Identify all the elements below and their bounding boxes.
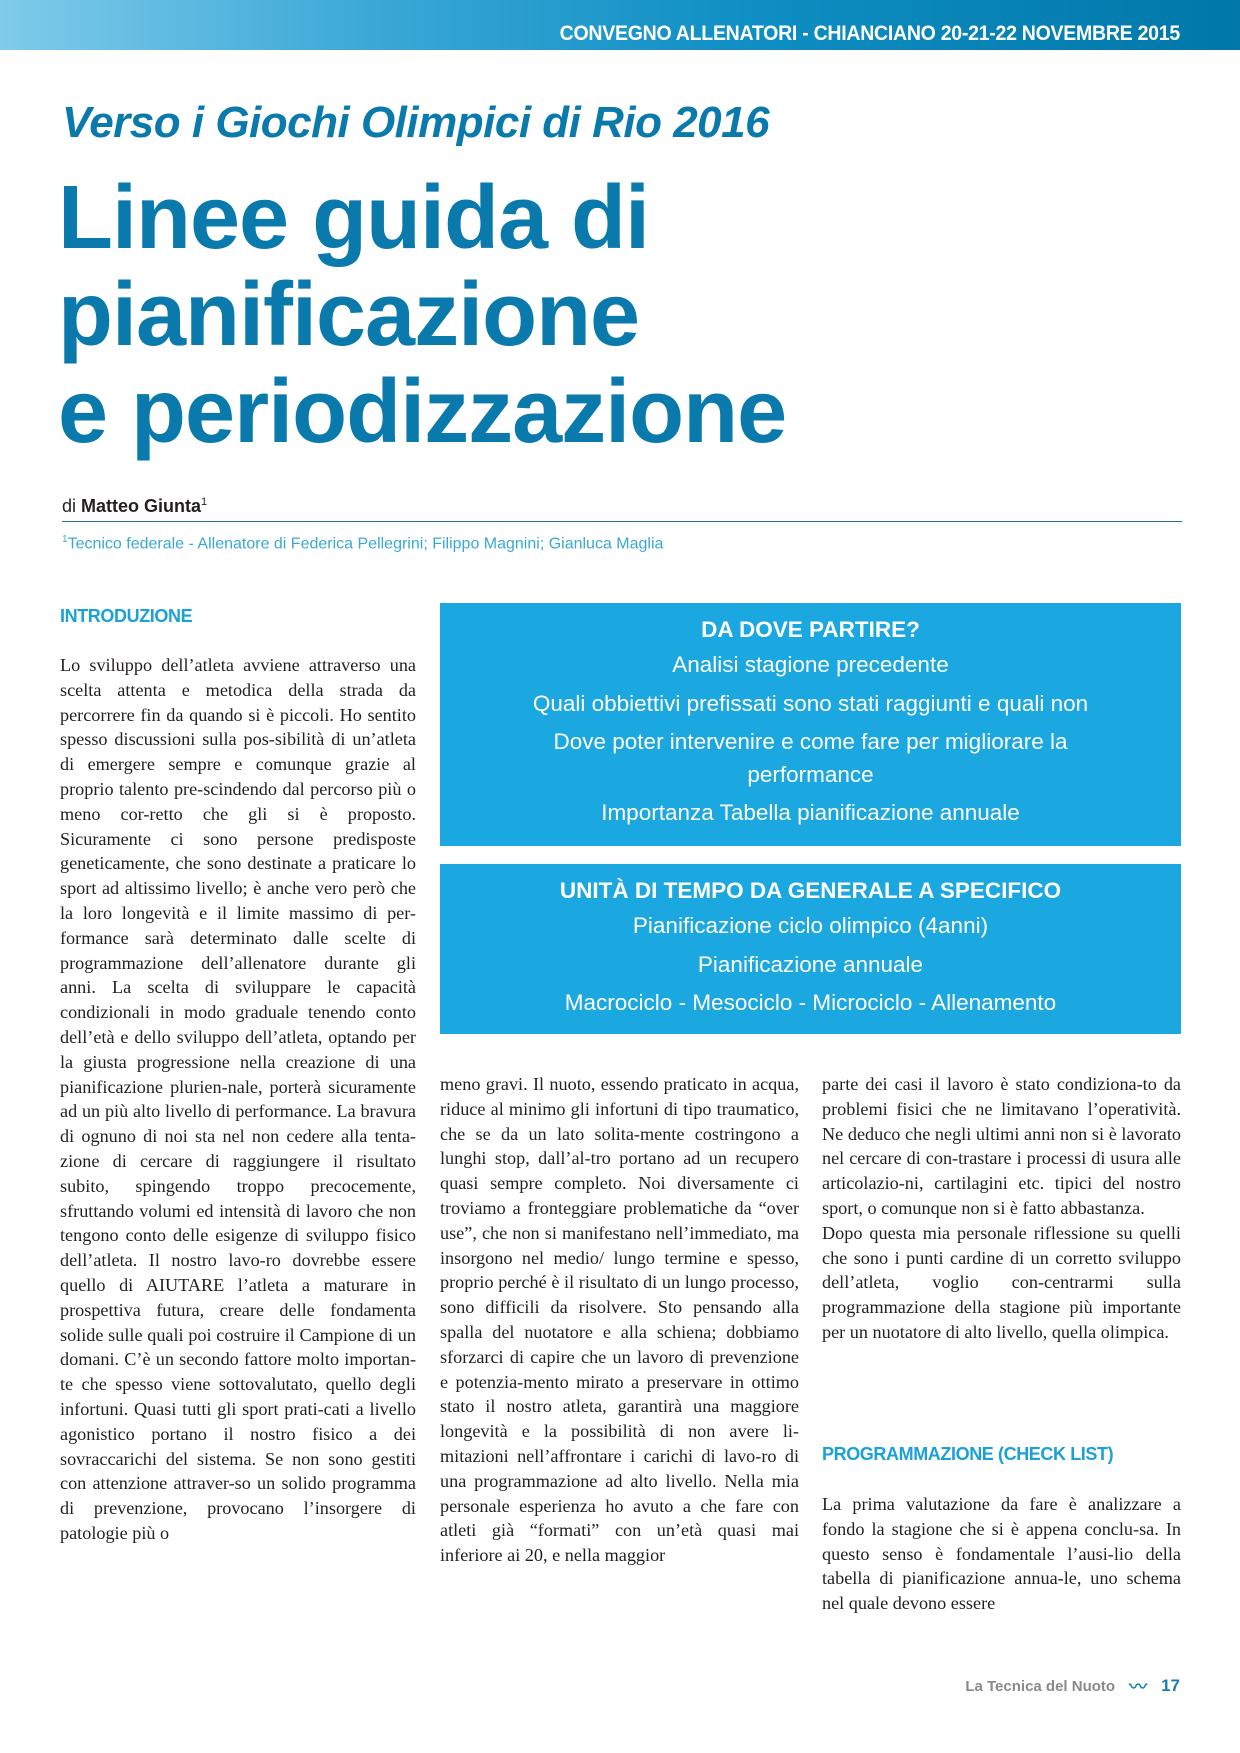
article-column-3-continued [822, 1492, 1181, 1616]
article-column-2 [440, 1072, 799, 1568]
paragraph: parte dei casi il lavoro è stato condiziona-to da problemi fisici che ne limitavano l’operatività. Ne deduco che negli ultimi anni non si è lavorato nel cercare di con-trastare i processi di usura alle articolazio-ni, cartilagini etc. tipici del nostro sport, o comunque non si è fatto abbastanza. [822, 1074, 1181, 1218]
author-name: Matteo Giunta [81, 496, 202, 516]
header-band [0, 0, 1240, 50]
callout-title: UNITÀ DI TEMPO DA GENERALE A SPECIFICO [559, 878, 1062, 903]
byline-prefix: di [62, 496, 77, 516]
callout-line: Pianificazione ciclo olimpico (4anni) [632, 913, 989, 938]
article-kicker: Verso i Giochi Olimpici di Rio 2016 [62, 98, 770, 147]
paragraph: Lo sviluppo dell’atleta avviene attraverso una scelta attenta e metodica della strada da percorrere fin da quando si è piccoli. Ho sentito spesso discussioni sulla pos-sibilità di un’atleta di emergere sempre e comunque grazie al proprio talento pre-scindendo dal percorso più o meno cor-retto che gli si è proposto. Sicuramente ci sono persone predisposte geneticamente, che sono destinate a praticare lo sport ad altissimo livello; è anche vero però che la loro longevità e il limite massimo di per-formance sarà determinato dalle scelte di programmazione dell’allenatore durante gli anni. La scelta di sviluppare le capacità condizionali in modo graduale tenendo conto dell’età e dello sviluppo dell’atleta, optando per la giusta progressione nella creazione di una pianificazione plurien-nale, porterà sicuramente ad un più alto livello di performance. La bravura di ognuno di noi sta nel non cedere alla tenta-zione di cercare di raggiungere il risultato subito, spingendo troppo precocemente, sfruttando volumi ed intensità di lavoro che non tengono conto delle esigenze di sviluppo fisico dell’atleta. Il nostro lavo-ro dovrebbe essere quello di AIUTARE l’atleta a maturare in prospettiva futura, creare delle fondamenta solide sulle quali poi costruire il Campione di un domani. C’è un secondo fattore molto importan-te che spesso viene sottovalutato, quello degli infortuni. Quasi tutti gli sport prati-cati a livello agonistico portano il nostro fisico a dei sovraccarichi del sistema. Se non sono gestiti con attenzione attraver-so un solido programma di prevenzione, provocano l’insorgere di patologie più o [60, 655, 416, 1543]
affiliation-note-marker: 1 [62, 534, 68, 545]
callout-line: Quali obbiettivi prefissati sono stati raggiunti e quali non [532, 690, 1089, 716]
byline [62, 496, 1182, 522]
page-footer [965, 1673, 1180, 1699]
callout-line: Importanza Tabella pianificazione annuale [601, 800, 1020, 825]
paragraph: La prima valutazione da fare è analizzare a fondo la stagione che si è appena conclu-sa. In questo senso è fondamentale l’ausi-lio della tabella di pianificazione annua-le, uno schema nel quale devono essere [822, 1494, 1181, 1614]
section-heading-programmazione: PROGRAMMAZIONE (CHECK LIST) [822, 1444, 1114, 1464]
callout-line: Macrociclo - Mesociclo - Microciclo - Allenamento [564, 990, 1057, 1015]
callout-box-unita-di-tempo [440, 864, 1181, 1034]
title-line: e periodizzazione [58, 362, 787, 462]
title-line: pianificazione [58, 265, 640, 365]
wave-icon: 〰 [1129, 1677, 1148, 1697]
callout-line: Analisi stagione precedente [672, 652, 949, 677]
article-column-3 [822, 1072, 1181, 1345]
paragraph: Dopo questa mia personale riflessione su quelli che sono i punti cardine di un corretto sviluppo dell’atleta, voglio con-centrarmi sulla programmazione della stagione più importante per un nuotatore di alto livello, quella olimpica. [822, 1222, 1181, 1342]
callout-line: Dove poter intervenire e come fare per migliorare la performance [553, 729, 1068, 787]
affiliation-text: Tecnico federale - Allenatore di Federica Pellegrini; Filippo Magnini; Gianluca Maglia [67, 535, 664, 553]
magazine-name: La Tecnica del Nuoto [965, 1677, 1116, 1695]
author-note-marker: 1 [201, 496, 208, 508]
author-affiliation [62, 534, 663, 553]
title-line: Linee guida di [58, 168, 650, 268]
conference-title: CONVEGNO ALLENATORI - CHIANCIANO 20-21-22 NOVEMBRE 2015 [559, 22, 1180, 45]
page-number: 17 [1161, 1676, 1180, 1695]
article-title [58, 170, 958, 461]
section-heading-introduzione: INTRODUZIONE [60, 606, 193, 626]
paragraph: meno gravi. Il nuoto, essendo praticato in acqua, riduce al minimo gli infortuni di tipo traumatico, che se da un lato solita-mente costringono a lunghi stop, dall’al-tro portano ad un recupero quasi sempre completo. Noi diversamente ci troviamo a fronteggiare problematiche da “over use”, che non si manifestano nell’immediato, ma insorgono nel medio/ lungo termine e spesso, proprio perché è il risultato di un lungo processo, sono difficili da risolvere. Sto pensando alla spalla del nuotatore e alla schiena; dobbiamo sforzarci di capire che un lavoro di prevenzione e potenzia-mento mirato a preservare in ottimo stato il nostro atleta, garantirà una maggiore longevità e la possibilità di non avere li-mitazioni nell’affrontare i carichi di lavo-ro di una programmazione ad alto livello. Nella mia personale esperienza ho avuto a che fare con atleti già “formati” con un’età quasi mai inferiore ai 20, e nella maggior [440, 1074, 799, 1566]
callout-title: DA DOVE PARTIRE? [701, 617, 920, 642]
article-column-1 [60, 653, 416, 1546]
callout-box-da-dove-partire [440, 603, 1181, 846]
callout-line: Pianificazione annuale [697, 951, 924, 977]
